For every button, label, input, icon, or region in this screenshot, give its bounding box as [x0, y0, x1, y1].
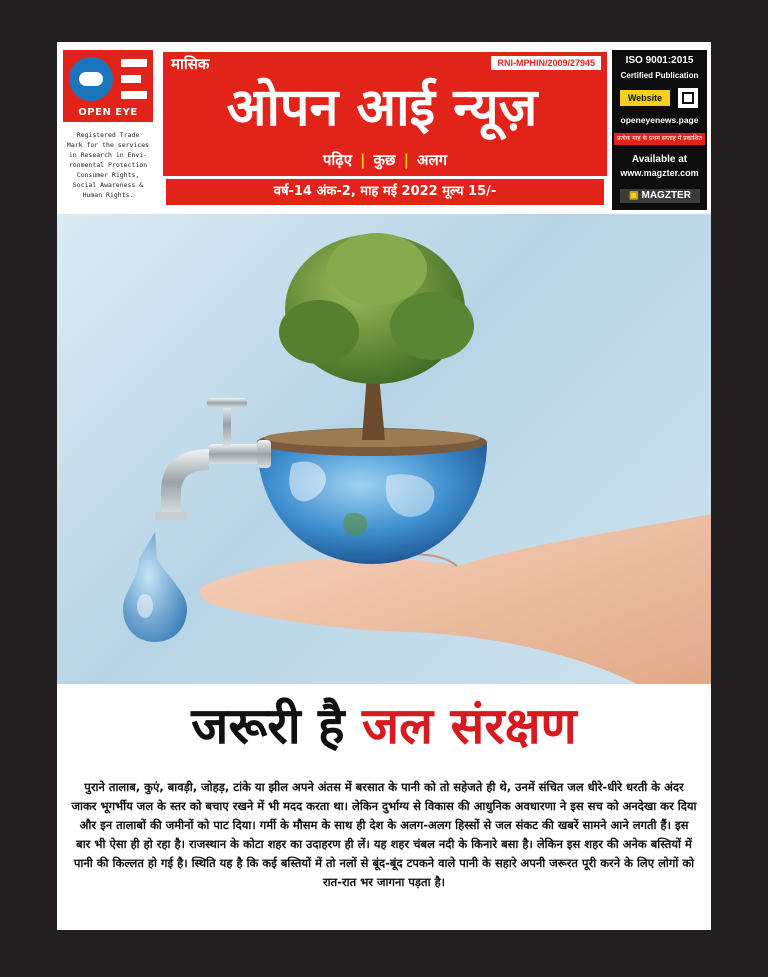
hand-icon	[200, 514, 711, 684]
qr-code-icon[interactable]	[678, 88, 698, 108]
available-label: Available at	[631, 154, 688, 165]
logo-text: OPEN EYE	[78, 107, 138, 118]
magazine-cover	[57, 42, 711, 930]
magzter-url[interactable]: www.magzter.com	[620, 168, 699, 178]
logo-e-icon	[121, 59, 147, 99]
headline-part-2: जल संरक्षण	[362, 697, 577, 755]
website-url[interactable]: openeyenews.page	[620, 115, 699, 125]
tagline-word-3: अलग	[417, 151, 448, 169]
faucet-icon	[155, 398, 271, 520]
certified-label: Certified Publication	[620, 71, 699, 80]
tagline-divider: |	[360, 151, 366, 169]
tagline-divider: |	[403, 151, 410, 169]
website-button[interactable]: Website	[620, 90, 670, 106]
info-sidebar	[612, 50, 707, 210]
magazine-title: ओपन आई न्यूज़	[226, 77, 538, 138]
cover-story-text: पुराने तालाब, कुएं, बावड़ी, जोहड़, टांके या झील अपने अंतस में बरसात के पानी को तो सहेजते ही थे, उनमें संचित जल धीरे-धीरे धरती के अंदर जाकर भूगर्भीय जल के स्तर को बचाए रखने में भी मदद करता था। लेकिन दुर्भाग्य से विकास की आधुनिक अवधारणा ने इस सच को अनदेखा कर दिया और इन तालाबों की जमीनों को पाट दिया। गर्मी के मौसम के साथ ही देश के अलग-अलग हिस्सों से जल संकट की खबरें सामने आने लगती हैं। इस बार भी ऐसा ही हो रहा है। राजस्थान के कोटा शहर का उदाहरण ही लें। यह शहर चंबल नदी के किनारे बसा है। लेकिन इस शहर की अनेक बस्तियों में पानी की किल्लत हो गई है। स्थिति यह है कि कई बस्तियों में तो नलों से बूंद-बूंद टपकने वाले पानी के सहारे अपनी जरूरत पूरी करने के लिए लोगों को रात-रात भर जागना पड़ता है।	[71, 780, 697, 889]
publish-note: प्रत्येक माह के प्रथम सप्ताह में प्रकाशित	[614, 133, 705, 145]
issue-bar	[163, 176, 607, 208]
tagline-word-2: कुछ	[373, 151, 396, 169]
issue-info: वर्ष-14 अंक-2, माह मई 2022 मूल्य 15/-	[166, 179, 604, 205]
masthead-banner	[163, 52, 607, 208]
trade-mark-note: Registered Trade Mark for the services in Research in Envi- ronmental Protection Consumer Rights, Social Awareness & Human Rights.	[66, 131, 150, 199]
globe-icon	[257, 428, 487, 564]
cover-headline	[57, 694, 711, 758]
iso-label: ISO 9001:2015	[625, 55, 694, 66]
logo-block	[63, 50, 153, 210]
tagline-word-1: पढ़िए	[322, 151, 353, 169]
frequency-label: मासिक	[171, 55, 210, 73]
magzter-logo-text: MAGZTER	[641, 190, 691, 201]
magzter-logo[interactable]	[620, 189, 700, 203]
water-drop-icon	[123, 532, 187, 642]
logo-o-icon	[69, 57, 113, 101]
magzter-icon: ▣	[629, 190, 639, 201]
rni-number: RNI-MPHIN/2009/27945	[491, 56, 601, 70]
open-eye-logo	[63, 50, 153, 122]
headline-part-1: जरूरी है	[191, 697, 345, 755]
tagline	[163, 150, 607, 170]
cover-illustration	[57, 214, 711, 684]
tree-icon	[279, 233, 474, 440]
